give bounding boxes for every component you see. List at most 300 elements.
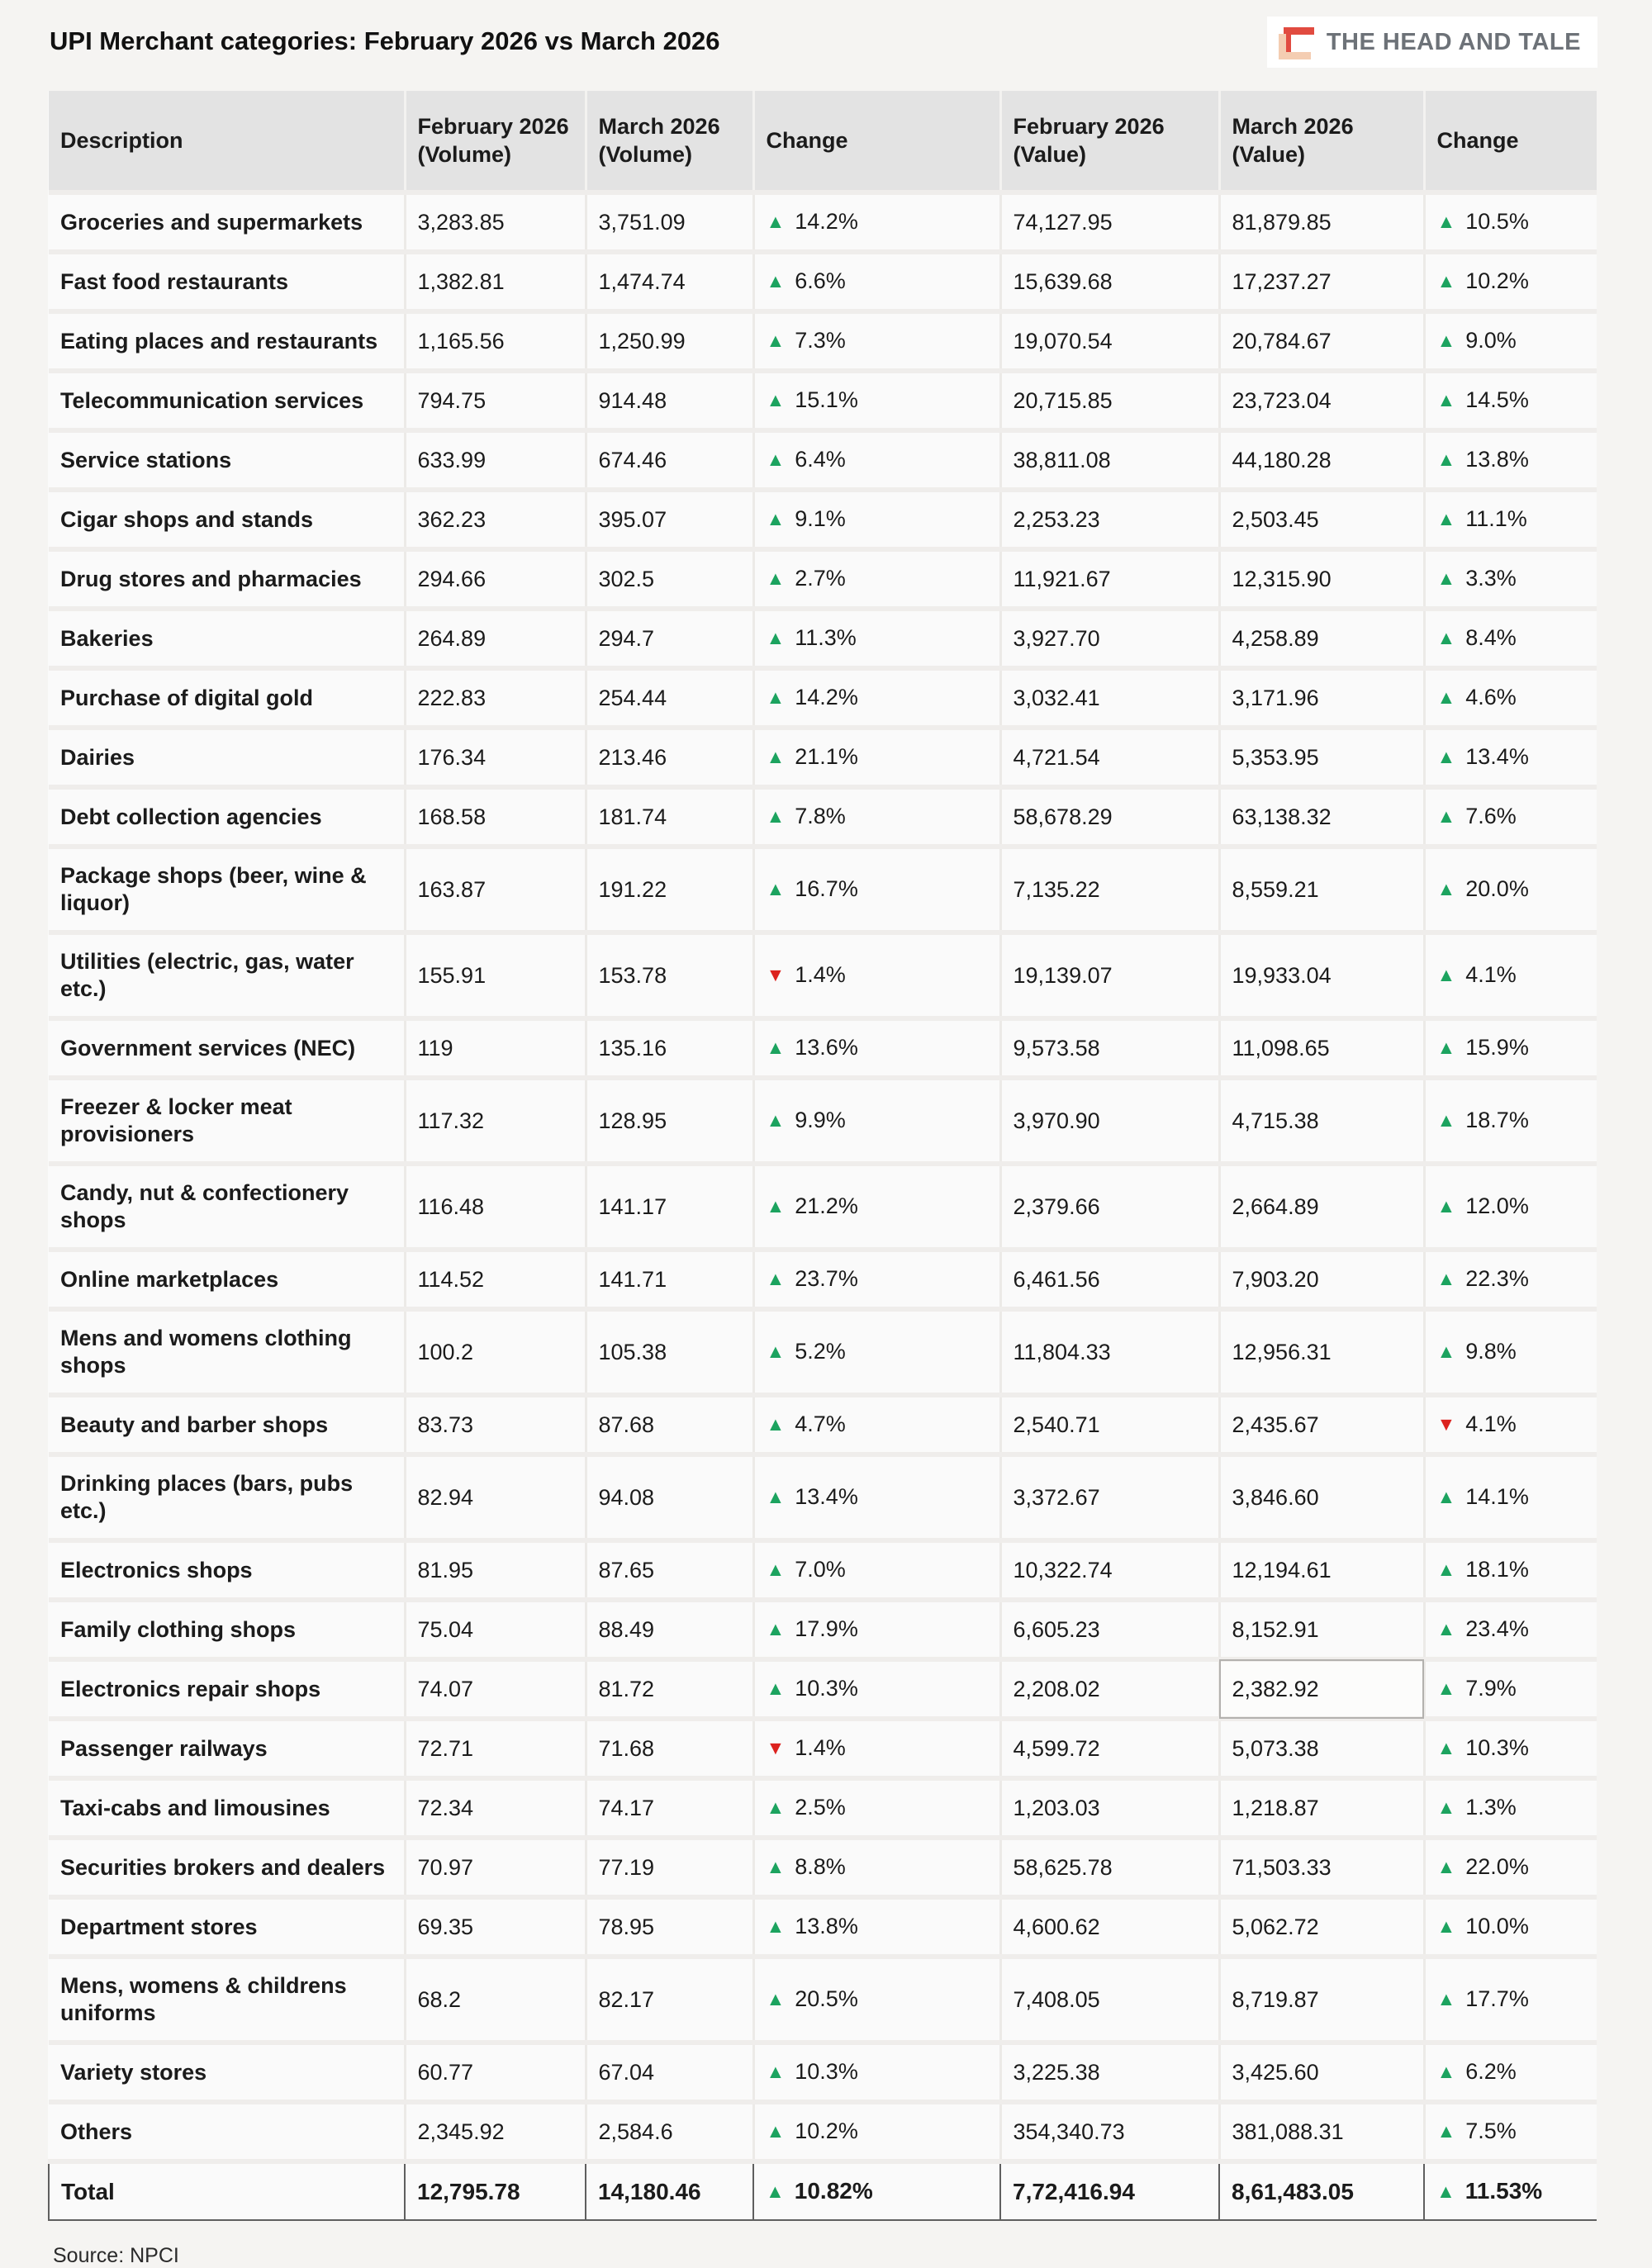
up-arrow-icon: ▲ xyxy=(766,1195,786,1217)
change-value: 15.1% xyxy=(795,387,858,412)
category-cell: Others xyxy=(49,2102,405,2161)
table-header-row xyxy=(49,91,1597,192)
category-cell: Dairies xyxy=(49,728,405,787)
up-arrow-icon: ▲ xyxy=(766,1618,786,1639)
feb-value-cell: 2,253.23 xyxy=(1000,490,1219,549)
mar-value-cell: 63,138.32 xyxy=(1219,787,1424,847)
feb-value-cell: 6,605.23 xyxy=(1000,1600,1219,1659)
volume-change-cell xyxy=(753,1659,1000,1719)
change-value: 3.3% xyxy=(1465,566,1517,591)
mar-value-cell: 4,715.38 xyxy=(1219,1078,1424,1164)
volume-change-cell xyxy=(753,1250,1000,1309)
mar-value-cell: 3,425.60 xyxy=(1219,2043,1424,2102)
volume-change-cell xyxy=(753,490,1000,549)
category-cell: Telecommunication services xyxy=(49,371,405,430)
table-row xyxy=(49,490,1597,549)
change-value: 10.82% xyxy=(794,2178,873,2204)
table-row xyxy=(49,311,1597,371)
up-arrow-icon: ▲ xyxy=(1436,1677,1456,1699)
mar-volume-cell: 78.95 xyxy=(586,1897,753,1957)
category-cell: Variety stores xyxy=(49,2043,405,2102)
up-arrow-icon: ▲ xyxy=(766,1268,786,1289)
feb-volume-cell: 117.32 xyxy=(405,1078,586,1164)
change-value: 14.2% xyxy=(795,685,858,709)
change-value: 5.2% xyxy=(795,1339,846,1364)
feb-value-cell: 58,625.78 xyxy=(1000,1838,1219,1897)
table-row xyxy=(49,1600,1597,1659)
feb-value-cell: 7,135.22 xyxy=(1000,847,1219,932)
feb-value-cell: 7,72,416.94 xyxy=(1000,2161,1219,2220)
mar-value-cell: 5,353.95 xyxy=(1219,728,1424,787)
up-arrow-icon: ▲ xyxy=(1436,1796,1456,1818)
mar-volume-cell: 294.7 xyxy=(586,609,753,668)
up-arrow-icon: ▲ xyxy=(1436,1486,1456,1507)
mar-value-cell: 8,152.91 xyxy=(1219,1600,1424,1659)
mar-volume-cell: 87.68 xyxy=(586,1395,753,1454)
feb-volume-cell: 168.58 xyxy=(405,787,586,847)
table-row xyxy=(49,2043,1597,2102)
change-value: 11.3% xyxy=(795,625,857,650)
value-change-cell xyxy=(1424,1957,1597,2043)
value-change-cell xyxy=(1424,311,1597,371)
volume-change-cell xyxy=(753,728,1000,787)
column-header-2: February 2026 (Volume) xyxy=(405,91,586,192)
mar-value-cell: 81,879.85 xyxy=(1219,192,1424,252)
category-cell: Government services (NEC) xyxy=(49,1018,405,1078)
value-change-cell xyxy=(1424,1778,1597,1838)
table-row xyxy=(49,787,1597,847)
mar-volume-cell: 213.46 xyxy=(586,728,753,787)
category-cell: Fast food restaurants xyxy=(49,252,405,311)
column-header-3: March 2026 (Volume) xyxy=(586,91,753,192)
up-arrow-icon: ▲ xyxy=(1436,878,1456,899)
change-value: 23.7% xyxy=(795,1266,858,1291)
feb-volume-cell: 2,345.92 xyxy=(405,2102,586,2161)
mar-value-cell: 11,098.65 xyxy=(1219,1018,1424,1078)
value-change-cell xyxy=(1424,728,1597,787)
change-value: 4.7% xyxy=(795,1412,846,1436)
up-arrow-icon: ▲ xyxy=(766,508,786,529)
change-value: 13.8% xyxy=(795,1914,858,1938)
change-value: 23.4% xyxy=(1465,1616,1529,1641)
volume-change-cell xyxy=(753,1957,1000,2043)
feb-volume-cell: 72.71 xyxy=(405,1719,586,1778)
mar-value-cell: 3,846.60 xyxy=(1219,1454,1424,1540)
value-change-cell xyxy=(1424,1250,1597,1309)
table-row xyxy=(49,1540,1597,1600)
change-value: 7.0% xyxy=(795,1557,846,1582)
up-arrow-icon: ▲ xyxy=(1436,2120,1456,2142)
up-arrow-icon: ▲ xyxy=(1436,1618,1456,1639)
volume-change-cell xyxy=(753,1164,1000,1250)
change-value: 14.1% xyxy=(1465,1484,1529,1509)
value-change-cell xyxy=(1424,2161,1597,2220)
feb-volume-cell: 176.34 xyxy=(405,728,586,787)
up-arrow-icon: ▲ xyxy=(1436,627,1456,648)
up-arrow-icon: ▲ xyxy=(766,2180,785,2202)
change-value: 10.5% xyxy=(1465,209,1529,234)
volume-change-cell xyxy=(753,2043,1000,2102)
feb-value-cell: 3,927.70 xyxy=(1000,609,1219,668)
change-value: 1.4% xyxy=(795,1735,846,1760)
column-header-6: March 2026 (Value) xyxy=(1219,91,1424,192)
feb-volume-cell: 294.66 xyxy=(405,549,586,609)
feb-value-cell: 2,208.02 xyxy=(1000,1659,1219,1719)
category-cell: Passenger railways xyxy=(49,1719,405,1778)
mar-volume-cell: 14,180.46 xyxy=(586,2161,753,2220)
mar-value-cell: 12,315.90 xyxy=(1219,549,1424,609)
change-value: 11.53% xyxy=(1464,2178,1543,2204)
change-value: 6.4% xyxy=(795,447,846,472)
change-value: 2.7% xyxy=(795,566,846,591)
column-header-1: Description xyxy=(49,91,405,192)
merchant-categories-table xyxy=(48,91,1597,2221)
value-change-cell xyxy=(1424,1838,1597,1897)
change-value: 21.2% xyxy=(795,1193,858,1218)
category-cell: Securities brokers and dealers xyxy=(49,1838,405,1897)
mar-volume-cell: 302.5 xyxy=(586,549,753,609)
category-cell: Drug stores and pharmacies xyxy=(49,549,405,609)
feb-value-cell: 11,804.33 xyxy=(1000,1309,1219,1395)
volume-change-cell xyxy=(753,787,1000,847)
change-value: 9.9% xyxy=(795,1108,846,1132)
change-value: 18.7% xyxy=(1465,1108,1529,1132)
feb-volume-cell: 1,382.81 xyxy=(405,252,586,311)
up-arrow-icon: ▲ xyxy=(1436,1856,1456,1877)
mar-volume-cell: 3,751.09 xyxy=(586,192,753,252)
mar-value-cell: 44,180.28 xyxy=(1219,430,1424,490)
up-arrow-icon: ▲ xyxy=(1436,330,1456,351)
change-value: 11.1% xyxy=(1465,506,1527,531)
category-cell: Package shops (beer, wine & liquor) xyxy=(49,847,405,932)
feb-volume-cell: 119 xyxy=(405,1018,586,1078)
value-change-cell xyxy=(1424,1454,1597,1540)
source-note: Source: NPCI xyxy=(53,2244,179,2267)
feb-volume-cell: 633.99 xyxy=(405,430,586,490)
up-arrow-icon: ▲ xyxy=(766,567,786,589)
feb-value-cell: 19,139.07 xyxy=(1000,932,1219,1018)
up-arrow-icon: ▲ xyxy=(766,2120,786,2142)
mar-volume-cell: 74.17 xyxy=(586,1778,753,1838)
up-arrow-icon: ▲ xyxy=(1436,1340,1456,1362)
mar-volume-cell: 191.22 xyxy=(586,847,753,932)
mar-value-cell: 1,218.87 xyxy=(1219,1778,1424,1838)
feb-volume-cell: 68.2 xyxy=(405,1957,586,2043)
feb-volume-cell: 82.94 xyxy=(405,1454,586,1540)
mar-value-cell: 8,719.87 xyxy=(1219,1957,1424,2043)
value-change-cell xyxy=(1424,1600,1597,1659)
volume-change-cell xyxy=(753,311,1000,371)
up-arrow-icon: ▲ xyxy=(1436,746,1456,767)
change-value: 7.8% xyxy=(795,804,846,828)
change-value: 6.2% xyxy=(1465,2059,1517,2084)
table-row xyxy=(49,1309,1597,1395)
value-change-cell xyxy=(1424,1540,1597,1600)
table-row xyxy=(49,668,1597,728)
mar-volume-cell: 67.04 xyxy=(586,2043,753,2102)
table-row xyxy=(49,192,1597,252)
category-cell: Candy, nut & confectionery shops xyxy=(49,1164,405,1250)
category-cell: Mens and womens clothing shops xyxy=(49,1309,405,1395)
change-value: 17.7% xyxy=(1465,1986,1529,2011)
mar-volume-cell: 674.46 xyxy=(586,430,753,490)
column-header-7: Change xyxy=(1424,91,1597,192)
logo-text: THE HEAD AND TALE xyxy=(1326,28,1581,55)
category-cell: Electronics repair shops xyxy=(49,1659,405,1719)
mar-value-cell: 381,088.31 xyxy=(1219,2102,1424,2161)
value-change-cell xyxy=(1424,490,1597,549)
change-value: 7.9% xyxy=(1465,1676,1517,1701)
value-change-cell xyxy=(1424,1309,1597,1395)
category-cell: Family clothing shops xyxy=(49,1600,405,1659)
up-arrow-icon: ▲ xyxy=(766,1413,786,1435)
table-row xyxy=(49,1719,1597,1778)
table-row xyxy=(49,932,1597,1018)
value-change-cell xyxy=(1424,1897,1597,1957)
up-arrow-icon: ▲ xyxy=(766,330,786,351)
feb-volume-cell: 163.87 xyxy=(405,847,586,932)
value-change-cell xyxy=(1424,609,1597,668)
up-arrow-icon: ▲ xyxy=(766,2061,786,2082)
up-arrow-icon: ▲ xyxy=(1436,805,1456,827)
up-arrow-icon: ▲ xyxy=(766,1037,786,1058)
mar-value-cell: 2,382.92 xyxy=(1219,1659,1424,1719)
value-change-cell xyxy=(1424,932,1597,1018)
table-row xyxy=(49,1018,1597,1078)
change-value: 8.4% xyxy=(1465,625,1517,650)
table-row xyxy=(49,1897,1597,1957)
mar-value-cell: 4,258.89 xyxy=(1219,609,1424,668)
mar-volume-cell: 82.17 xyxy=(586,1957,753,2043)
up-arrow-icon: ▲ xyxy=(766,878,786,899)
mar-value-cell: 5,062.72 xyxy=(1219,1897,1424,1957)
category-cell: Total xyxy=(49,2161,405,2220)
feb-volume-cell: 72.34 xyxy=(405,1778,586,1838)
volume-change-cell xyxy=(753,1719,1000,1778)
change-value: 13.6% xyxy=(795,1035,858,1060)
column-header-4: Change xyxy=(753,91,1000,192)
change-value: 10.3% xyxy=(795,2059,858,2084)
volume-change-cell xyxy=(753,1897,1000,1957)
value-change-cell xyxy=(1424,787,1597,847)
change-value: 20.5% xyxy=(795,1986,858,2011)
up-arrow-icon: ▲ xyxy=(766,389,786,410)
up-arrow-icon: ▲ xyxy=(766,1109,786,1131)
change-value: 7.5% xyxy=(1465,2119,1517,2143)
feb-value-cell: 4,721.54 xyxy=(1000,728,1219,787)
category-cell: Department stores xyxy=(49,1897,405,1957)
feb-value-cell: 10,322.74 xyxy=(1000,1540,1219,1600)
up-arrow-icon: ▲ xyxy=(1436,448,1456,470)
category-cell: Online marketplaces xyxy=(49,1250,405,1309)
up-arrow-icon: ▲ xyxy=(1436,2180,1455,2202)
feb-volume-cell: 70.97 xyxy=(405,1838,586,1897)
table-row xyxy=(49,609,1597,668)
category-cell: Taxi-cabs and limousines xyxy=(49,1778,405,1838)
category-cell: Utilities (electric, gas, water etc.) xyxy=(49,932,405,1018)
feb-volume-cell: 222.83 xyxy=(405,668,586,728)
mar-volume-cell: 71.68 xyxy=(586,1719,753,1778)
mar-volume-cell: 914.48 xyxy=(586,371,753,430)
category-cell: Cigar shops and stands xyxy=(49,490,405,549)
table-row xyxy=(49,1078,1597,1164)
change-value: 18.1% xyxy=(1465,1557,1529,1582)
up-arrow-icon: ▲ xyxy=(1436,1195,1456,1217)
volume-change-cell xyxy=(753,1540,1000,1600)
mar-volume-cell: 87.65 xyxy=(586,1540,753,1600)
category-cell: Drinking places (bars, pubs etc.) xyxy=(49,1454,405,1540)
mar-value-cell: 5,073.38 xyxy=(1219,1719,1424,1778)
table-row xyxy=(49,1395,1597,1454)
feb-value-cell: 2,379.66 xyxy=(1000,1164,1219,1250)
mar-value-cell: 2,664.89 xyxy=(1219,1164,1424,1250)
feb-value-cell: 3,372.67 xyxy=(1000,1454,1219,1540)
volume-change-cell xyxy=(753,932,1000,1018)
up-arrow-icon: ▲ xyxy=(1436,964,1456,985)
value-change-cell xyxy=(1424,549,1597,609)
mar-value-cell: 8,61,483.05 xyxy=(1219,2161,1424,2220)
category-cell: Freezer & locker meat provisioners xyxy=(49,1078,405,1164)
volume-change-cell xyxy=(753,430,1000,490)
feb-value-cell: 74,127.95 xyxy=(1000,192,1219,252)
feb-volume-cell: 3,283.85 xyxy=(405,192,586,252)
up-arrow-icon: ▲ xyxy=(1436,1915,1456,1937)
feb-volume-cell: 12,795.78 xyxy=(405,2161,586,2220)
table-row xyxy=(49,2102,1597,2161)
category-cell: Mens, womens & childrens uniforms xyxy=(49,1957,405,2043)
category-cell: Bakeries xyxy=(49,609,405,668)
mar-value-cell: 17,237.27 xyxy=(1219,252,1424,311)
up-arrow-icon: ▲ xyxy=(766,1796,786,1818)
volume-change-cell xyxy=(753,1078,1000,1164)
value-change-cell xyxy=(1424,1719,1597,1778)
mar-volume-cell: 141.71 xyxy=(586,1250,753,1309)
change-value: 10.3% xyxy=(795,1676,858,1701)
mar-value-cell: 71,503.33 xyxy=(1219,1838,1424,1897)
feb-volume-cell: 114.52 xyxy=(405,1250,586,1309)
down-arrow-icon: ▼ xyxy=(1436,1413,1456,1435)
change-value: 20.0% xyxy=(1465,876,1529,901)
value-change-cell xyxy=(1424,1018,1597,1078)
change-value: 14.2% xyxy=(795,209,858,234)
change-value: 13.8% xyxy=(1465,447,1529,472)
category-cell: Purchase of digital gold xyxy=(49,668,405,728)
volume-change-cell xyxy=(753,1018,1000,1078)
feb-value-cell: 4,600.62 xyxy=(1000,1897,1219,1957)
change-value: 8.8% xyxy=(795,1854,846,1879)
up-arrow-icon: ▲ xyxy=(766,448,786,470)
table-row xyxy=(49,1164,1597,1250)
mar-volume-cell: 94.08 xyxy=(586,1454,753,1540)
mar-value-cell: 20,784.67 xyxy=(1219,311,1424,371)
up-arrow-icon: ▲ xyxy=(766,686,786,708)
publisher-logo xyxy=(1267,17,1597,68)
table-row xyxy=(49,1454,1597,1540)
logo-peach-bracket-icon xyxy=(1279,34,1311,59)
feb-volume-cell: 100.2 xyxy=(405,1309,586,1395)
feb-value-cell: 2,540.71 xyxy=(1000,1395,1219,1454)
feb-value-cell: 354,340.73 xyxy=(1000,2102,1219,2161)
up-arrow-icon: ▲ xyxy=(1436,1109,1456,1131)
feb-value-cell: 9,573.58 xyxy=(1000,1018,1219,1078)
mar-volume-cell: 141.17 xyxy=(586,1164,753,1250)
category-cell: Groceries and supermarkets xyxy=(49,192,405,252)
mar-value-cell: 23,723.04 xyxy=(1219,371,1424,430)
mar-value-cell: 3,171.96 xyxy=(1219,668,1424,728)
mar-value-cell: 8,559.21 xyxy=(1219,847,1424,932)
change-value: 10.2% xyxy=(795,2119,858,2143)
feb-volume-cell: 75.04 xyxy=(405,1600,586,1659)
up-arrow-icon: ▲ xyxy=(1436,686,1456,708)
up-arrow-icon: ▲ xyxy=(766,270,786,292)
up-arrow-icon: ▲ xyxy=(766,1988,786,2009)
value-change-cell xyxy=(1424,2102,1597,2161)
mar-value-cell: 7,903.20 xyxy=(1219,1250,1424,1309)
table-row xyxy=(49,549,1597,609)
volume-change-cell xyxy=(753,2161,1000,2220)
change-value: 10.2% xyxy=(1465,268,1529,293)
up-arrow-icon: ▲ xyxy=(1436,1037,1456,1058)
volume-change-cell xyxy=(753,2102,1000,2161)
logo-brackets-icon xyxy=(1279,25,1313,59)
up-arrow-icon: ▲ xyxy=(1436,1559,1456,1580)
change-value: 4.6% xyxy=(1465,685,1517,709)
volume-change-cell xyxy=(753,609,1000,668)
volume-change-cell xyxy=(753,549,1000,609)
volume-change-cell xyxy=(753,668,1000,728)
change-value: 9.0% xyxy=(1465,328,1517,353)
up-arrow-icon: ▲ xyxy=(766,1915,786,1937)
up-arrow-icon: ▲ xyxy=(766,1677,786,1699)
feb-volume-cell: 155.91 xyxy=(405,932,586,1018)
up-arrow-icon: ▲ xyxy=(1436,1988,1456,2009)
change-value: 14.5% xyxy=(1465,387,1529,412)
change-value: 9.8% xyxy=(1465,1339,1517,1364)
value-change-cell xyxy=(1424,1659,1597,1719)
up-arrow-icon: ▲ xyxy=(1436,567,1456,589)
up-arrow-icon: ▲ xyxy=(766,805,786,827)
feb-value-cell: 4,599.72 xyxy=(1000,1719,1219,1778)
total-row xyxy=(49,2161,1597,2220)
mar-volume-cell: 395.07 xyxy=(586,490,753,549)
feb-volume-cell: 83.73 xyxy=(405,1395,586,1454)
change-value: 13.4% xyxy=(1465,744,1529,769)
value-change-cell xyxy=(1424,2043,1597,2102)
up-arrow-icon: ▲ xyxy=(1436,270,1456,292)
table-row xyxy=(49,1778,1597,1838)
feb-value-cell: 58,678.29 xyxy=(1000,787,1219,847)
category-cell: Beauty and barber shops xyxy=(49,1395,405,1454)
feb-volume-cell: 362.23 xyxy=(405,490,586,549)
mar-value-cell: 19,933.04 xyxy=(1219,932,1424,1018)
mar-volume-cell: 135.16 xyxy=(586,1018,753,1078)
value-change-cell xyxy=(1424,252,1597,311)
mar-volume-cell: 81.72 xyxy=(586,1659,753,1719)
up-arrow-icon: ▲ xyxy=(1436,2061,1456,2082)
volume-change-cell xyxy=(753,1454,1000,1540)
value-change-cell xyxy=(1424,847,1597,932)
feb-value-cell: 11,921.67 xyxy=(1000,549,1219,609)
mar-volume-cell: 88.49 xyxy=(586,1600,753,1659)
up-arrow-icon: ▲ xyxy=(766,1340,786,1362)
feb-volume-cell: 81.95 xyxy=(405,1540,586,1600)
up-arrow-icon: ▲ xyxy=(766,746,786,767)
category-cell: Eating places and restaurants xyxy=(49,311,405,371)
feb-value-cell: 19,070.54 xyxy=(1000,311,1219,371)
change-value: 16.7% xyxy=(795,876,858,901)
mar-volume-cell: 1,250.99 xyxy=(586,311,753,371)
change-value: 1.4% xyxy=(795,962,846,987)
